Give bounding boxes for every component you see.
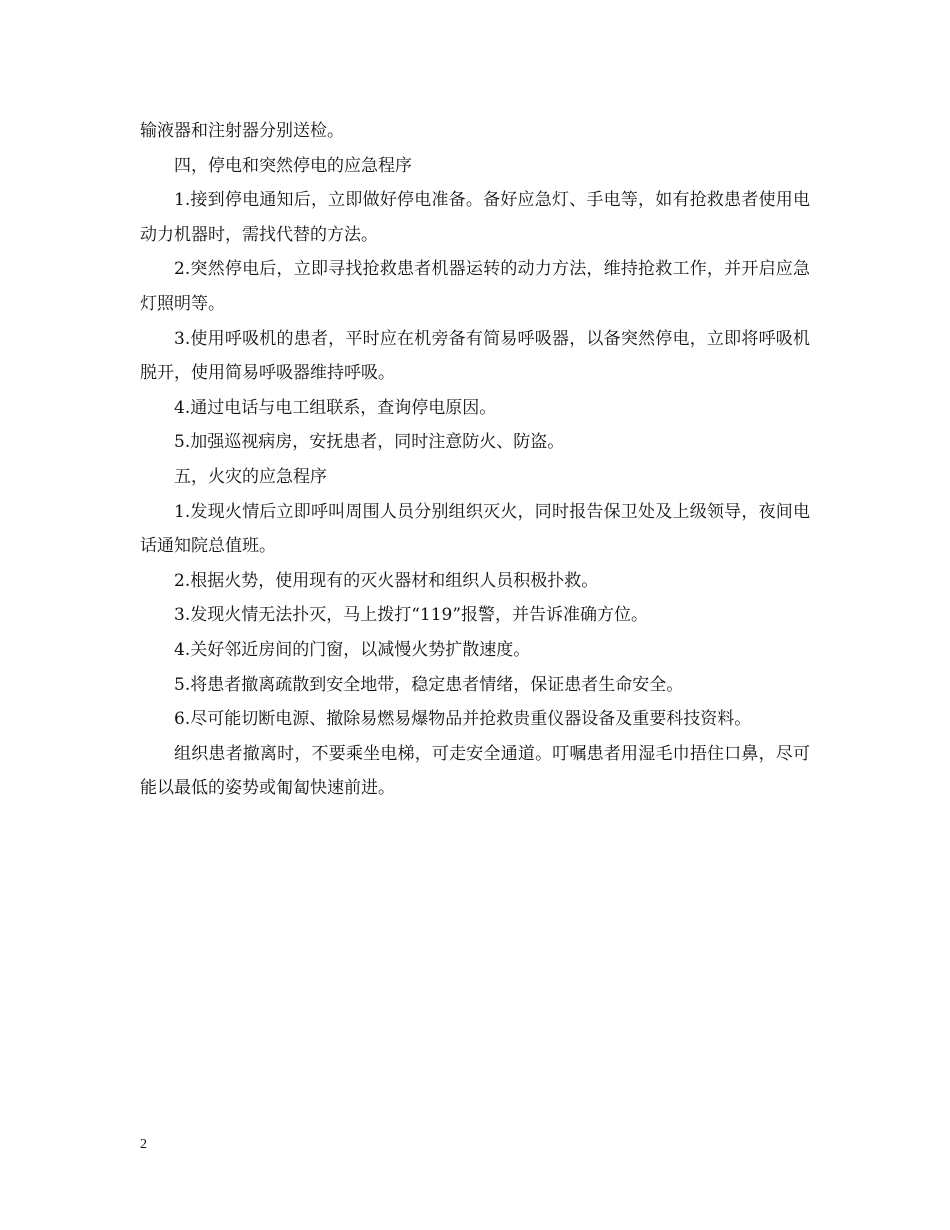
paragraph-item: 3.发现火情无法扑灭，马上拨打“119”报警，并告诉准确方位。 (174, 605, 649, 626)
paragraph-continuation: 输液器和注射器分别送检。 (140, 121, 344, 141)
paragraph-item: 4.关好邻近房间的门窗，以减慢火势扩散速度。 (174, 639, 531, 660)
paragraph-item: 2.突然停电后，立即寻找抢救患者机器运转的动力方法，维持抢救工作，并开启应急灯照明等。 (140, 259, 810, 314)
paragraph-item: 5.加强巡视病房，安抚患者，同时注意防火、防盗。 (174, 432, 565, 453)
section-heading-power-outage: 四，停电和突然停电的应急程序 (174, 155, 412, 176)
paragraph-item: 3.使用呼吸机的患者，平时应在机旁备有简易呼吸器，以备突然停电，立即将呼吸机脱开，使用简易呼吸器维持呼吸。 (140, 328, 810, 384)
paragraph-item: 5.将患者撤离疏散到安全地带，稳定患者情绪，保证患者生命安全。 (174, 674, 684, 695)
paragraph-item: 6.尽可能切断电源、撤除易燃易爆物品并抢救贵重仪器设备及重要科技资料。 (174, 709, 752, 730)
section-heading-fire: 五，火灾的应急程序 (174, 466, 327, 487)
paragraph-item: 4.通过电话与电工组联系，查询停电原因。 (174, 397, 497, 418)
paragraph-item: 2.根据火势，使用现有的灭火器材和组织人员积极扑救。 (174, 570, 599, 591)
paragraph-closing: 组织患者撤离时，不要乘坐电梯，可走安全通道。叮嘱患者用湿毛巾捂住口鼻，尽可能以最低的姿势或匍匐快速前进。 (140, 743, 810, 799)
document-body (140, 114, 810, 806)
paragraph-item: 1.发现火情后立即呼叫周围人员分别组织灭火，同时报告保卫处及上级领导，夜间电话通知院总值班。 (140, 501, 810, 557)
paragraph-item: 1.接到停电通知后，立即做好停电准备。备好应急灯、手电等，如有抢救患者使用电动力机器时，需找代替的方法。 (140, 190, 810, 245)
page-number: 2 (140, 1137, 147, 1152)
